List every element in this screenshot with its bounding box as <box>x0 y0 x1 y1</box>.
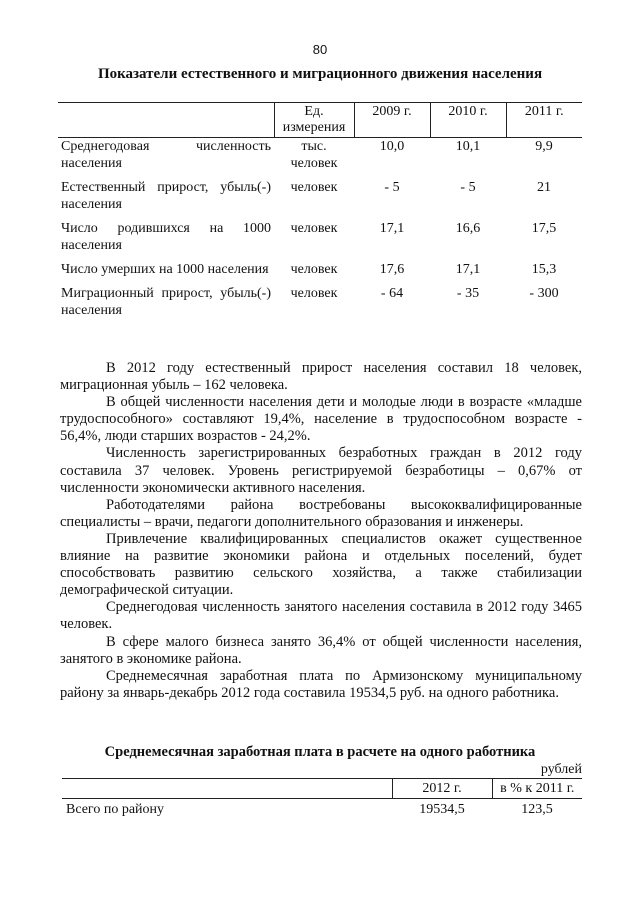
table1-header-2010: 2010 г. <box>430 103 506 138</box>
row-value-percent: 123,5 <box>521 802 553 817</box>
row-unit: человек <box>290 221 338 236</box>
table1-header-2011: 2011 г. <box>506 103 582 138</box>
table2-header-2012: 2012 г. <box>392 779 492 799</box>
table2-header-label <box>62 779 392 799</box>
table2-title: Среднемесячная заработная плата в расчете на одного работника <box>104 744 536 760</box>
table1-header-unit: Ед. измерения <box>274 103 354 138</box>
row-indicator: Естественный прирост, убыль(-) населения <box>61 180 271 212</box>
row-indicator: Число умерших на 1000 населения <box>61 262 269 277</box>
row-value-2011: 15,3 <box>531 262 557 277</box>
row-value-2011: - 300 <box>529 286 559 301</box>
body-text <box>60 360 582 702</box>
table1-header-2009: 2009 г. <box>354 103 430 138</box>
paragraph: Среднегодовая численность занятого населения составила в 2012 году 3465 человек. <box>60 599 582 633</box>
row-value-2009: 10,0 <box>379 139 405 154</box>
row-indicator: Миграционный прирост, убыль(-) населения <box>61 286 271 318</box>
row-value-2011: 9,9 <box>535 139 553 154</box>
table-row <box>58 179 582 220</box>
row-value-2011: 21 <box>537 180 551 195</box>
row-value-2009: - 5 <box>384 180 400 195</box>
table2-header-percent: в % к 2011 г. <box>492 779 582 799</box>
page-number: 80 <box>312 42 328 57</box>
currency-label: рублей <box>540 762 582 777</box>
row-value-2009: - 64 <box>380 286 404 301</box>
row-value-2012: 19534,5 <box>419 802 465 817</box>
table1-header-row <box>58 103 582 138</box>
row-indicator: Среднегодовая численность населения <box>61 139 271 171</box>
table2-header-row <box>62 779 582 799</box>
row-indicator: Число родившихся на 1000 населения <box>61 221 271 253</box>
paragraph: Работодателями района востребованы высококвалифицированные специалисты – врачи, педагоги дополнительного образования и инженеры. <box>60 496 582 530</box>
table-row <box>58 220 582 261</box>
row-value-2010: 10,1 <box>455 139 481 154</box>
row-label: Всего по району <box>66 802 165 817</box>
row-unit: тыс. человек <box>290 139 338 171</box>
row-value-2011: 17,5 <box>531 221 557 236</box>
population-table <box>58 102 582 326</box>
table-row <box>62 799 582 821</box>
row-unit: человек <box>290 286 338 301</box>
row-value-2010: 17,1 <box>455 262 481 277</box>
paragraph: В сфере малого бизнеса занято 36,4% от общей численности населения, занятого в экономике района. <box>60 633 582 667</box>
paragraph: Привлечение квалифицированных специалистов окажет существенное влияние на развитие экономики района и отдельных поселений, будет способствовать развитию сельского хозяйства, а также стабилизации демографической ситуации. <box>60 530 582 599</box>
table-row <box>58 138 582 180</box>
row-value-2010: - 5 <box>460 180 476 195</box>
table1-title: Показатели естественного и миграционного движения населения <box>97 66 543 82</box>
row-value-2009: 17,6 <box>379 262 405 277</box>
table-row <box>58 285 582 326</box>
paragraph: В 2012 году естественный прирост населения составил 18 человек, миграционная убыль – 162 человека. <box>60 360 582 394</box>
paragraph: В общей численности населения дети и молодые люди в возрасте «младше трудоспособного» составляют 19,4%, население в трудоспособном возрасте - 56,4%, люди старших возрастов - 24,2%. <box>60 394 582 445</box>
paragraph: Численность зарегистрированных безработных граждан в 2012 году составила 37 человек. Уровень регистрируемой безработицы – 0,67% от численности экономически активного населения. <box>60 445 582 496</box>
salary-table <box>62 778 582 820</box>
table1-header-indicator <box>58 103 274 138</box>
row-value-2010: 16,6 <box>455 221 481 236</box>
paragraph: Среднемесячная заработная плата по Армизонскому муниципальному району за январь-декабрь 2012 года составила 19534,5 руб. на одного работника. <box>60 667 582 701</box>
row-value-2009: 17,1 <box>379 221 405 236</box>
table-row <box>58 261 582 285</box>
row-value-2010: - 35 <box>456 286 480 301</box>
row-unit: человек <box>290 262 338 277</box>
row-unit: человек <box>290 180 338 195</box>
